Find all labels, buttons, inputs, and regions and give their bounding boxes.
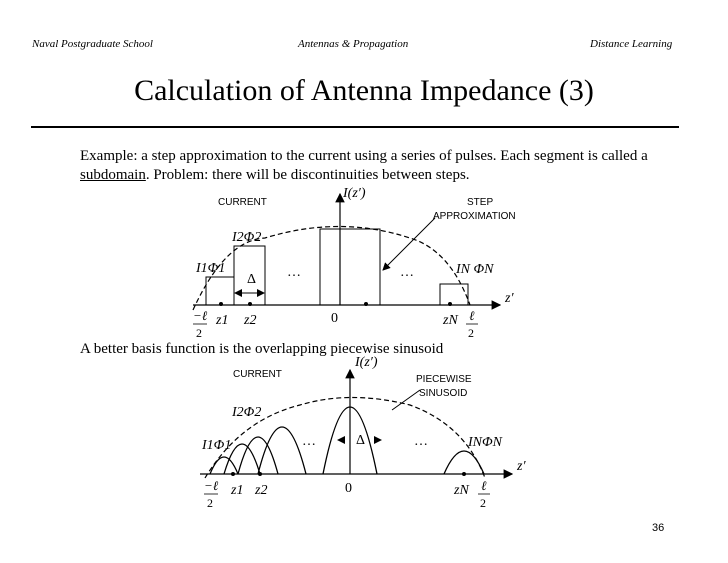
fig1-coef-2: I2Φ2 xyxy=(232,230,262,245)
fig2-ellipsis-left: … xyxy=(302,434,316,449)
page-number: 36 xyxy=(652,522,665,534)
fig2-z1: z1 xyxy=(231,483,244,498)
fig2-zero: 0 xyxy=(345,481,352,496)
piecewise-sinusoid-paragraph: A better basis function is the overlapping piecewise sinusoid xyxy=(80,341,444,357)
fig2-coef-n: INΦN xyxy=(468,435,502,450)
fig1-right-end-num: ℓ xyxy=(469,308,475,323)
fig2-left-end-den: 2 xyxy=(207,496,213,510)
fig1-delta-label: Δ xyxy=(247,272,257,287)
header-school: Naval Postgraduate School xyxy=(32,38,153,50)
fig2-x-label: z′ xyxy=(517,459,526,474)
fig2-point-z2 xyxy=(258,472,262,476)
fig2-right-end-num: ℓ xyxy=(481,478,487,493)
fig1-step-label-1: STEP xyxy=(467,197,494,208)
fig1-ellipsis-left: … xyxy=(287,265,301,280)
fig1-current-label: CURRENT xyxy=(218,197,267,208)
fig2-right-end-den: 2 xyxy=(480,496,486,510)
header-course: Antennas & Propagation xyxy=(298,38,409,50)
fig1-left-end-den: 2 xyxy=(196,326,202,340)
fig2-arc-4 xyxy=(258,427,306,474)
fig1-left-end-num: −ℓ xyxy=(193,308,208,323)
fig1-right-end-den: 2 xyxy=(468,326,474,340)
header-program: Distance Learning xyxy=(590,38,673,50)
fig1-coef-n: IN ΦN xyxy=(456,262,494,277)
fig2-left-end-num: −ℓ xyxy=(204,478,219,493)
fig1-x-label: z′ xyxy=(505,291,514,306)
fig2-sin-label-1: PIECEWISE xyxy=(416,374,472,385)
fig1-step-label-2: APPROXIMATION xyxy=(433,211,516,222)
fig2-point-zn xyxy=(462,472,466,476)
subdomain-term: subdomain xyxy=(80,167,146,183)
fig2-current-label: CURRENT xyxy=(233,369,282,380)
fig2-arc-n xyxy=(444,451,484,474)
fig2-zn: zN xyxy=(454,483,469,498)
fig1-z2: z2 xyxy=(244,313,257,328)
fig2-delta-arrow-left xyxy=(337,436,345,444)
example-text-start: Example: a step approximation to the current using a series of pulses. Each segment is called a xyxy=(80,148,648,164)
example-text-end: . Problem: there will be discontinuities between steps. xyxy=(145,167,470,183)
fig1-coef-1: I1Φ1 xyxy=(196,261,226,276)
fig2-arc-1 xyxy=(210,457,238,474)
fig2-z2: z2 xyxy=(255,483,268,498)
slide-title: Calculation of Antenna Impedance (3) xyxy=(134,74,594,107)
fig2-sin-label-2: SINUSOID xyxy=(419,388,468,399)
fig2-ellipsis-right: … xyxy=(414,434,428,449)
fig2-coef-2: I2Φ2 xyxy=(232,405,262,420)
fig1-zero: 0 xyxy=(331,311,338,326)
fig1-zn: zN xyxy=(443,313,458,328)
fig2-coef-1: I1Φ1 xyxy=(202,438,232,453)
fig2-y-label: I(z′) xyxy=(355,355,378,370)
fig1-ellipsis-right: … xyxy=(400,265,414,280)
fig1-y-label: I(z′) xyxy=(343,186,366,201)
fig2-delta-label: Δ xyxy=(356,433,366,448)
fig1-z1: z1 xyxy=(216,313,229,328)
fig2-point-z1 xyxy=(231,472,235,476)
fig2-delta-arrow-right xyxy=(374,436,382,444)
